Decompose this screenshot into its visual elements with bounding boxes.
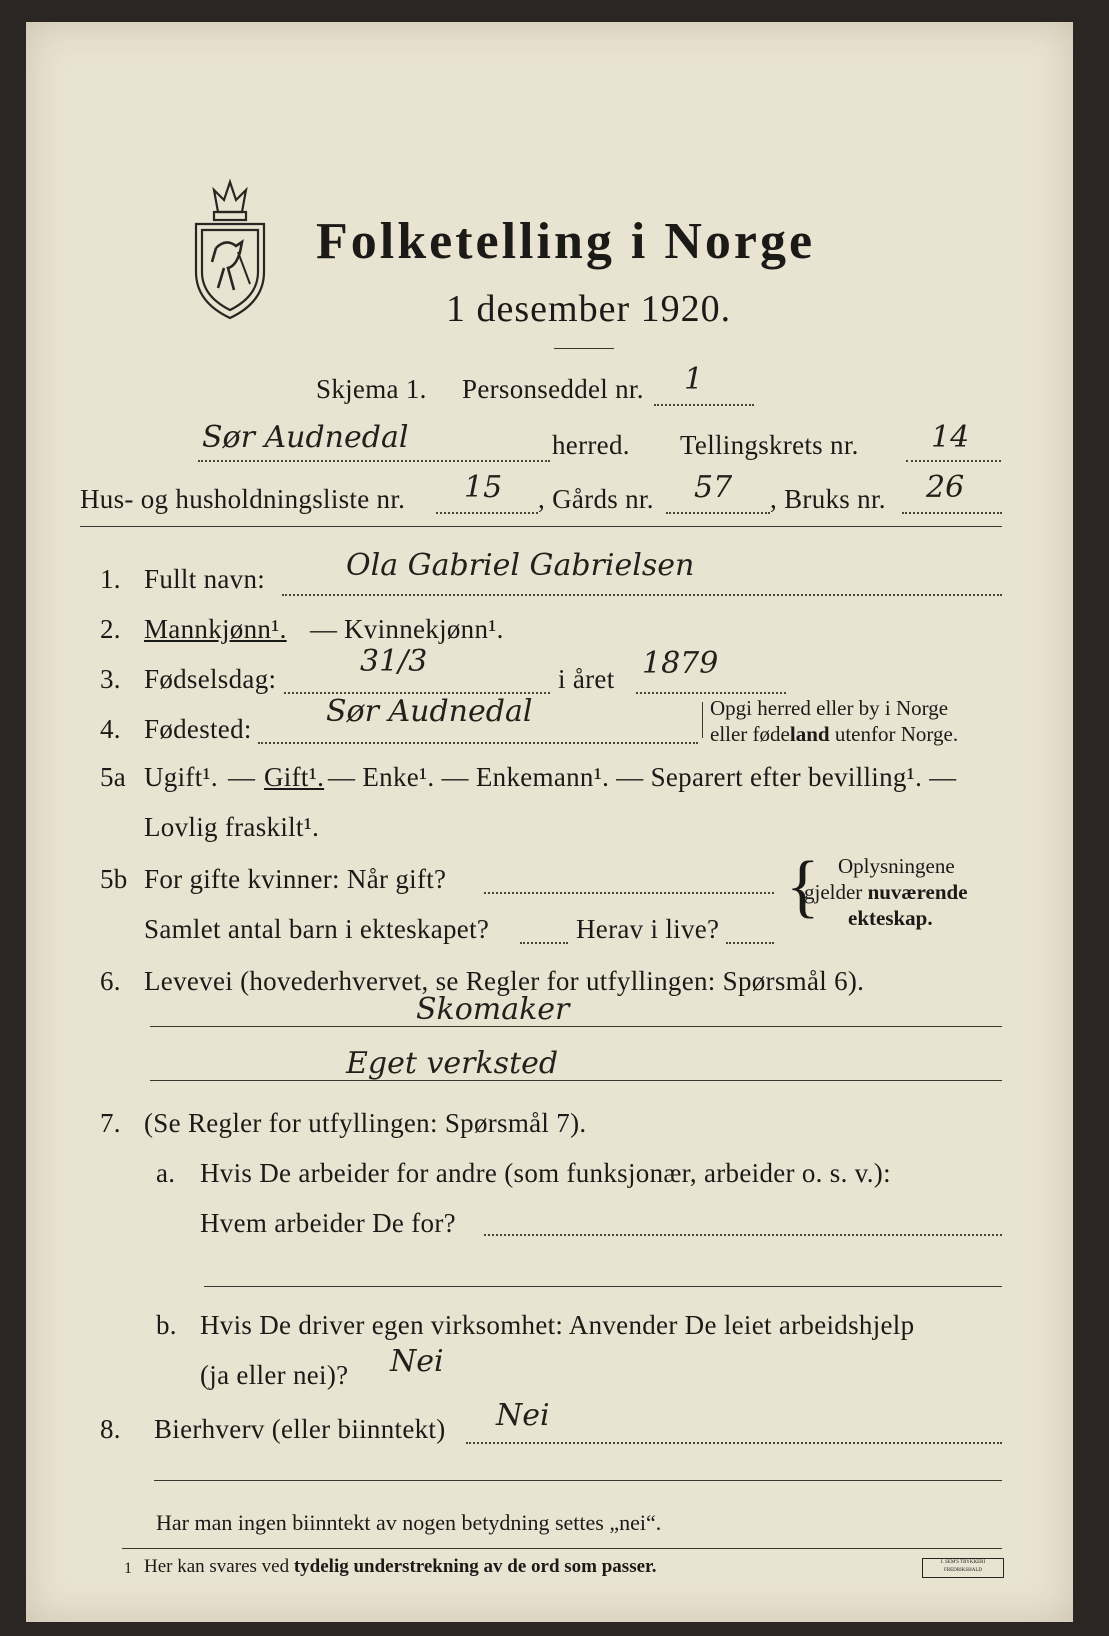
gards-line	[666, 512, 770, 514]
birthday-value[interactable]: 31/3	[360, 644, 428, 679]
occupation-line-1	[150, 1026, 1002, 1027]
birthplace-note-1: Opgi herred eller by i Norge	[710, 696, 949, 720]
birthplace-value[interactable]: Sør Audnedal	[326, 694, 533, 729]
title-divider	[554, 348, 614, 349]
q6-number: 6.	[100, 966, 121, 996]
personseddel-number[interactable]: 1	[684, 362, 704, 397]
husliste-line	[436, 512, 538, 514]
birth-year-value[interactable]: 1879	[642, 646, 719, 681]
hired-help-value[interactable]: Nei	[390, 1344, 444, 1379]
gards-label: , Gårds nr.	[538, 484, 654, 514]
q5a-number: 5a	[100, 762, 127, 792]
q8-line-2	[154, 1480, 1002, 1481]
husliste-number[interactable]: 15	[464, 470, 503, 505]
tellingskrets-number[interactable]: 14	[931, 420, 970, 455]
husliste-label: Hus- og husholdningsliste nr.	[80, 484, 406, 514]
year-line	[636, 692, 786, 694]
q7a-line-2: Hvem arbeider De for?	[200, 1208, 456, 1238]
q5a-dash: —	[228, 762, 256, 792]
q5b-children-label: Samlet antal barn i ekteskapet?	[144, 914, 490, 944]
tellingskrets-line	[906, 460, 1001, 462]
q8-label: Bierhverv (eller biinntekt)	[154, 1414, 446, 1444]
q5b-note-3: ekteskap.	[848, 906, 933, 930]
alive-line	[726, 942, 774, 944]
q3-label: Fødselsdag:	[144, 664, 277, 694]
q4-number: 4.	[100, 714, 121, 744]
gards-number[interactable]: 57	[694, 470, 733, 505]
q4-label: Fødested:	[144, 714, 252, 744]
side-income-value[interactable]: Nei	[496, 1398, 550, 1433]
side-income-line	[466, 1442, 1002, 1444]
year-label: i året	[558, 664, 615, 694]
herred-value[interactable]: Sør Audnedal	[202, 420, 409, 455]
q6-label: Levevei (hovederhvervet, se Regler for utfyllingen: Spørsmål 6).	[144, 966, 865, 996]
q7b-line-2: (ja eller nei)?	[200, 1360, 349, 1390]
footnote-text: Her kan svares ved tydelig understrekning av de ord som passer.	[144, 1556, 657, 1577]
form-title: Folketelling i Norge	[316, 213, 816, 270]
gift-option[interactable]: Gift¹.	[264, 762, 325, 792]
occupation-detail-value[interactable]: Eget verksted	[346, 1046, 559, 1081]
footer-divider	[122, 1548, 1002, 1549]
birthplace-line	[258, 742, 698, 744]
personseddel-line	[654, 404, 754, 406]
q7-label: (Se Regler for utfyllingen: Spørsmål 7).	[144, 1108, 587, 1138]
q8-number: 8.	[100, 1414, 121, 1444]
printer-stamp: I. SEM'S TRYKKERI FREDRIKSHALD	[922, 1558, 1004, 1578]
birthplace-note-2: eller fødeland utenfor Norge.	[710, 722, 959, 746]
bruks-line	[902, 512, 1002, 514]
female-option[interactable]: Kvinnekjønn¹.	[344, 614, 504, 644]
norwegian-coat-of-arms-icon	[188, 172, 272, 322]
q7a-letter: a.	[156, 1158, 176, 1188]
children-line	[520, 942, 568, 944]
herred-label: herred.	[552, 430, 630, 460]
q5b-line-1: For gifte kvinner: Når gift?	[144, 864, 447, 894]
occupation-value[interactable]: Skomaker	[416, 992, 570, 1027]
q7b-line-1: Hvis De driver egen virksomhet: Anvender De leiet arbeidshjelp	[200, 1310, 915, 1340]
census-date: 1 desember 1920.	[446, 288, 732, 330]
q2-number: 2.	[100, 614, 121, 644]
employer-line-2	[204, 1286, 1002, 1287]
q7-number: 7.	[100, 1108, 121, 1138]
fraskilt-option[interactable]: Lovlig fraskilt¹.	[144, 812, 320, 842]
occupation-line-2	[150, 1080, 1002, 1081]
bruks-label: , Bruks nr.	[770, 484, 886, 514]
personseddel-label: Personseddel nr.	[462, 374, 644, 404]
full-name-value[interactable]: Ola Gabriel Gabrielsen	[346, 548, 695, 583]
q1-number: 1.	[100, 564, 121, 594]
employer-line	[484, 1234, 1002, 1236]
q7a-line-1: Hvis De arbeider for andre (som funksjonær, arbeider o. s. v.):	[200, 1158, 891, 1188]
q2-separator: —	[310, 614, 338, 644]
q1-line	[282, 594, 1002, 596]
q5b-brace: {	[786, 848, 820, 925]
footer-note: Har man ingen biinntekt av nogen betydning settes „nei“.	[156, 1510, 662, 1535]
q5b-note-1: Oplysningene	[838, 854, 955, 878]
q5b-alive-label: Herav i live?	[576, 914, 720, 944]
birthplace-bracket	[702, 702, 703, 738]
when-married-line	[484, 892, 774, 894]
header-divider	[80, 526, 1002, 527]
bruks-number[interactable]: 26	[926, 470, 965, 505]
schema-label: Skjema 1.	[316, 374, 427, 404]
q7b-letter: b.	[156, 1310, 177, 1340]
male-option[interactable]: Mannkjønn¹.	[144, 614, 287, 644]
footnote-number: 1	[124, 1560, 132, 1577]
ugift-option[interactable]: Ugift¹.	[144, 762, 218, 792]
q1-label: Fullt navn:	[144, 564, 266, 594]
q5b-note-2: gjelder nuværende	[804, 880, 968, 904]
q5b-number: 5b	[100, 864, 128, 894]
census-form-page	[26, 22, 1073, 1622]
tellingskrets-label: Tellingskrets nr.	[680, 430, 859, 460]
marital-options-rest[interactable]: — Enke¹. — Enkemann¹. — Separert efter bevilling¹. —	[328, 762, 957, 792]
herred-line	[198, 460, 550, 462]
q3-number: 3.	[100, 664, 121, 694]
